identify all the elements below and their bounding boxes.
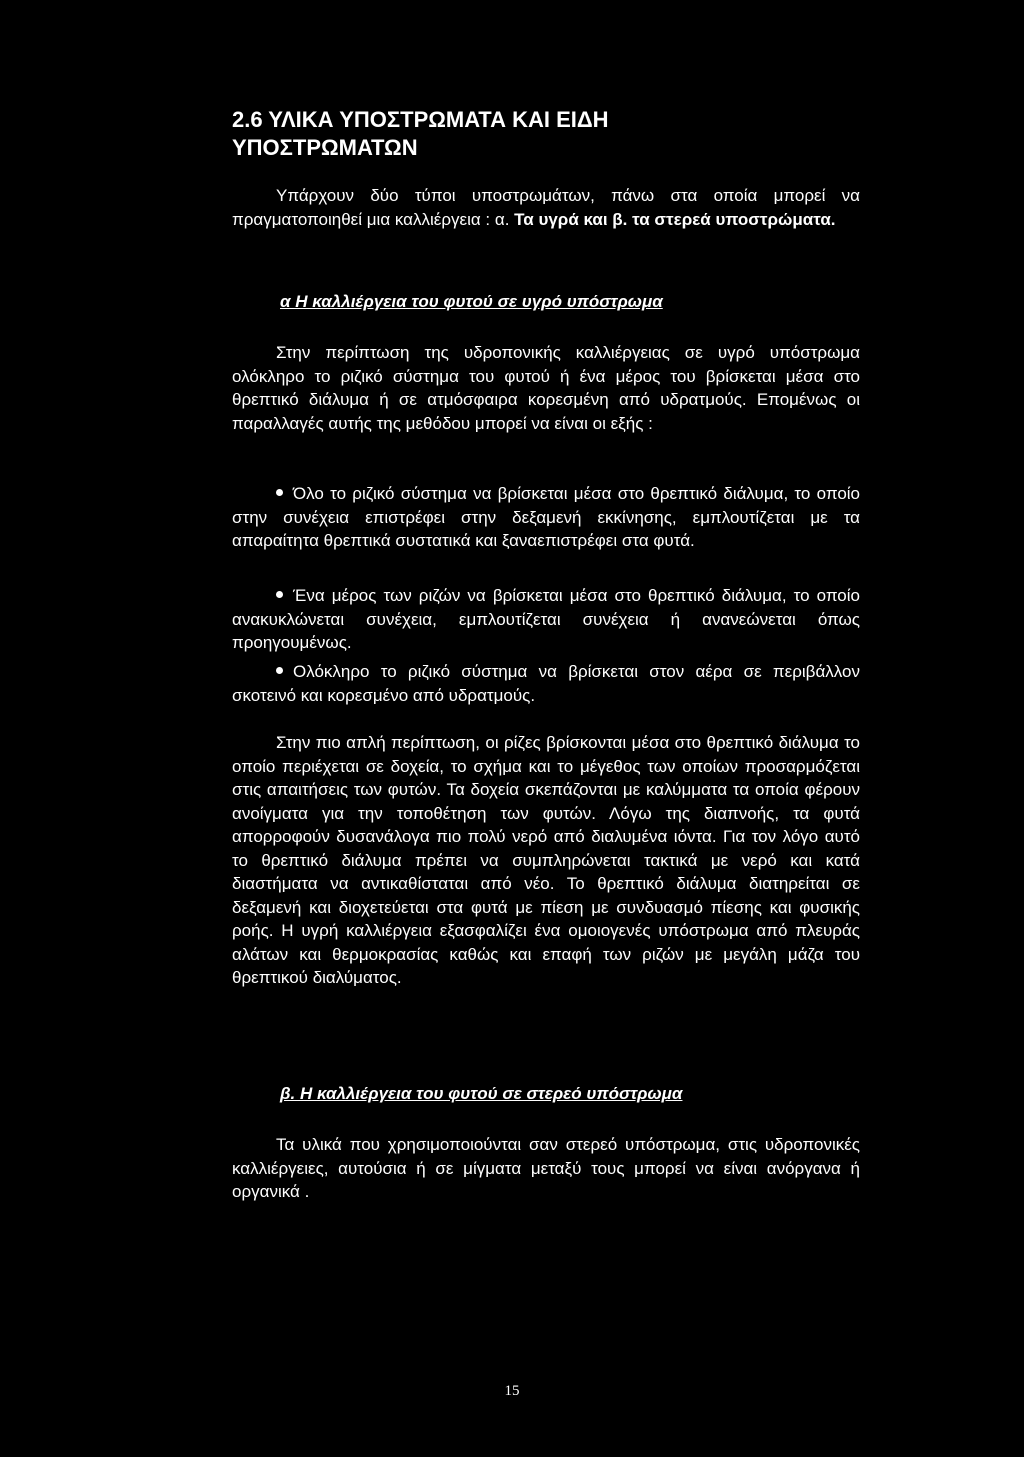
bullet-dot-icon bbox=[276, 591, 283, 598]
section-heading bbox=[232, 106, 872, 162]
section-a-paragraph: Στην περίπτωση της υδροπονικής καλλιέργειας σε υγρό υπόστρωμα ολόκληρο το ριζικό σύστημα του φυτού ή ένα μέρος του βρίσκεται μέσα στο θρεπτικό διάλυμα ή σε ατμόσφαιρα κορεσμένη από υδρατμούς. Επομένως οι παραλλαγές αυτής της μεθόδου μπορεί να είναι οι εξής : bbox=[232, 343, 860, 433]
bullet-item bbox=[232, 482, 860, 553]
heading-line-2: ΥΠΟΣΤΡΩΜΑΤΩΝ bbox=[232, 135, 418, 160]
intro-text: Υπάρχουν δύο τύποι υποστρωμάτων, πάνω στα οποία μπορεί να πραγματοποιηθεί μια καλλιέργεια : α. bbox=[232, 186, 860, 229]
bullet-item bbox=[232, 584, 860, 655]
section-a-paragraph-2: Στην πιο απλή περίπτωση, οι ρίζες βρίσκονται μέσα στο θρεπτικό διάλυμα το οποίο περιέχεται σε δοχεία, το σχήμα και το μέγεθος των οποίων προσαρμόζεται στις απαιτήσεις των φυτών. Τα δοχεία σκεπάζονται με καλύμματα τα οποία φέρουν ανοίγματα για την τοποθέτηση των φυτών. Λόγω της διαπνοής, τα φυτά απορροφούν δυσανάλογα πιο πολύ νερό από διαλυμένα ιόντα. Για τον λόγο αυτό το θρεπτικό διάλυμα πρέπει να συμπληρώνεται τακτικά με νερό και κατά διαστήματα να αντικαθίσταται από νέο. Το θρεπτικό διάλυμα διατηρείται σε δεξαμενή και διοχετεύεται στα φυτά με πίεση με συνδυασμό πίεσης και φυσικής ροής. Η υγρή καλλιέργεια εξασφαλίζει ένα ομοιογενές υπόστρωμα από πλευράς αλάτων και θερμοκρασίας καθώς και επαφή των ριζών με μεγάλη μάζα του θρεπτικού διαλύματος. bbox=[232, 733, 860, 987]
bullet-text: Όλο το ριζικό σύστημα να βρίσκεται μέσα στο θρεπτικό διάλυμα, το οποίο στην συνέχεια επιστρέφει στην δεξαμενή εκκίνησης, εμπλουτίζεται με τα απαραίτητα θρεπτικά συστατικά και ξαναεπιστρέφει στα φυτά. bbox=[232, 484, 860, 550]
section-b-paragraph: Τα υλικά που χρησιμοποιούνται σαν στερεό υπόστρωμα, στις υδροπονικές καλλιέργειες, αυτούσια ή σε μίγματα μεταξύ τους μπορεί να είναι ανόργανα ή οργανικά . bbox=[232, 1135, 860, 1201]
bullet-text: Ένα μέρος των ριζών να βρίσκεται μέσα στο θρεπτικό διάλυμα, το οποίο ανακυκλώνεται συνέχεια, εμπλουτίζεται συνέχεια ή ανανεώνεται όπως προηγουμένως. bbox=[232, 586, 860, 652]
subsection-title-b: β. Η καλλιέργεια του φυτού σε στερεό υπόστρωμα bbox=[280, 1084, 683, 1103]
bullet-text: Ολόκληρο το ριζικό σύστημα να βρίσκεται στον αέρα σε περιβάλλον σκοτεινό και κορεσμένο από υδρατμούς. bbox=[232, 662, 860, 705]
bullet-dot-icon bbox=[276, 667, 283, 674]
subsection-title-a: α Η καλλιέργεια του φυτού σε υγρό υπόστρωμα bbox=[280, 292, 663, 311]
bullet-item bbox=[232, 660, 860, 707]
bullet-dot-icon bbox=[276, 489, 283, 496]
intro-paragraph bbox=[232, 184, 860, 231]
page-number: 15 bbox=[504, 1383, 520, 1399]
heading-line-1: 2.6 ΥΛΙΚΑ ΥΠΟΣΤΡΩΜΑΤΑ ΚΑΙ ΕΙΔΗ bbox=[232, 107, 609, 132]
intro-bold-tail: Τα υγρά και β. τα στερεά υποστρώματα. bbox=[514, 209, 836, 229]
